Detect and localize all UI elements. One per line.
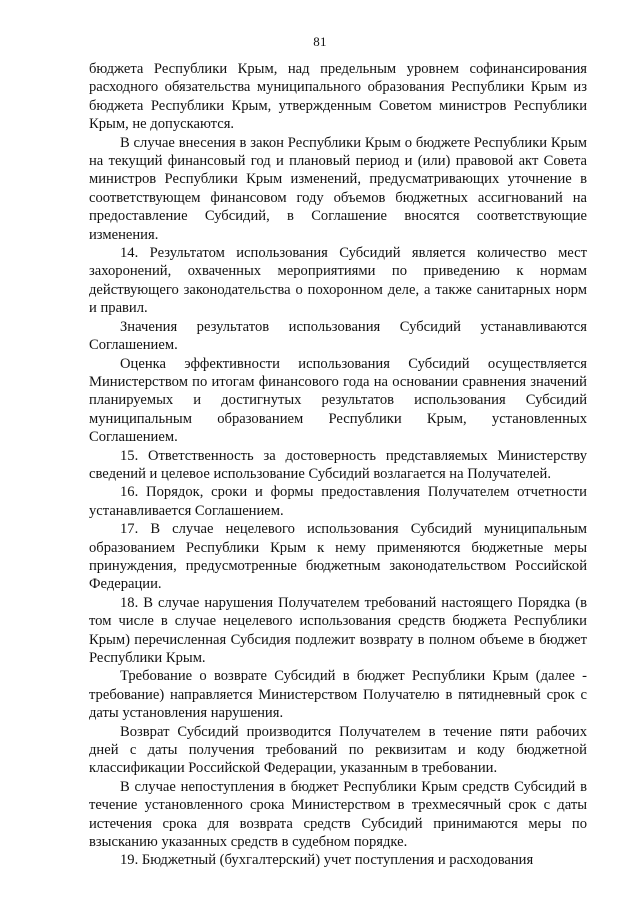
paragraph: В случае внесения в закон Республики Крым о бюджете Республики Крым на текущий финансовый год и плановый период и (или) правовой акт Совета министров Республики Крым изменений, предусматривающих уточнение в соответствующем финансовом году объемов бюджетных ассигнований на предоставление Субсидий, в Соглашение вносятся соответствующие изменения. [89,134,587,243]
paragraph: 16. Порядок, сроки и формы предоставления Получателем отчетности устанавливается Соглашением. [89,484,587,519]
paragraph: Значения результатов использования Субсидий устанавливаются Соглашением. [89,318,587,354]
paragraph: 19. Бюджетный (бухгалтерский) учет поступления и расходования [120,852,534,869]
document-body [89,60,587,870]
paragraph: бюджета Республики Крым, над предельным уровнем софинансирования расходного обязательства муниципального образования Республики Крым из бюджета Республики Крым, утвержденным Советом министров Республики Крым, не допускаются. [89,61,587,133]
paragraph: Требование о возврате Субсидий в бюджет Республики Крым (далее - требование) направляется Министерством Получателю в пятидневный срок с даты установления нарушения. [89,668,587,722]
paragraph: 18. В случае нарушения Получателем требований настоящего Порядка (в том числе в случае нецелевого использования средств бюджета Республики Крым) перечисленная Субсидия подлежит возврату в полном объеме в бюджет Республики Крым. [89,594,587,666]
paragraph: Возврат Субсидий производится Получателем в течение пяти рабочих дней с даты получения требований по реквизитам и коду бюджетной классификации Российской Федерации, указанным в требовании. [89,723,587,777]
paragraph: 15. Ответственность за достоверность представляемых Министерству сведений и целевое использование Субсидий возлагается на Получателей. [89,447,587,482]
paragraph: В случае непоступления в бюджет Республики Крым средств Субсидий в течение установленного срока Министерством в трехмесячный срок с даты истечения срока для возврата средств Субсидий принимаются меры по взысканию указанных средств в судебном порядке. [89,778,587,851]
paragraph: 14. Результатом использования Субсидий является количество мест захоронений, охваченных мероприятиями по приведению к нормам действующего законодательства о похоронном деле, а также санитарных норм и правил. [89,245,587,317]
page-number: 81 [313,34,327,49]
paragraph: 17. В случае нецелевого использования Субсидий муниципальным образованием Республики Крым к нему применяются бюджетные меры принуждения, предусмотренные бюджетным законодательством Российской Федерации. [89,521,587,593]
paragraph: Оценка эффективности использования Субсидий осуществляется Министерством по итогам финансового года на основании сравнения значений планируемых и достигнутых результатов использования Субсидий муниципальным образованием Республики Крым, установленных Соглашением. [89,355,587,446]
